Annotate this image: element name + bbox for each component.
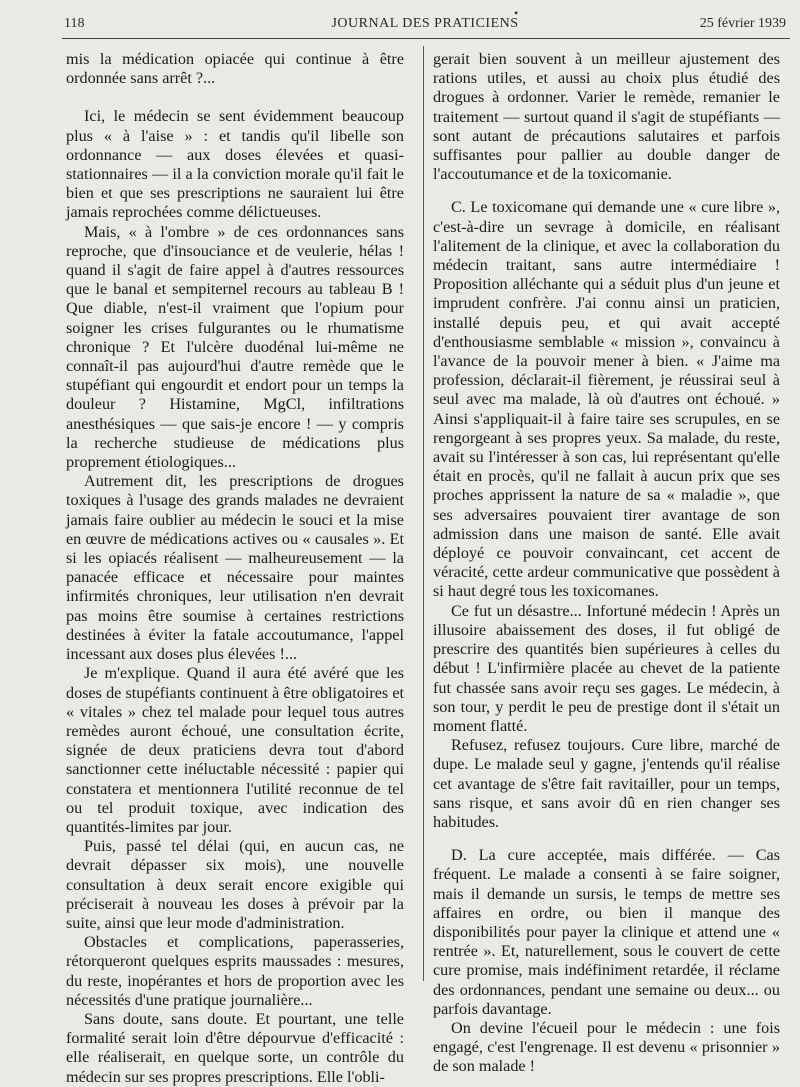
- paragraph: On devine l'écueil pour le médecin : une fois engagé, c'est l'engrenage. Il est devenu « prisonnier » de son malade !: [433, 1018, 780, 1076]
- paragraph: Ce fut un désastre... Infortuné médecin ! Après un illusoire abaissement des doses, il fut obligé de prescrire des quantités bien supérieures à celles du début ! L'infirmière placée au chevet de la patiente fut chassée sans avoir reçu ses gages. Le médecin, à son tour, y perdit le peu de prestige dont il s'était un moment flatté.: [433, 601, 780, 735]
- section-c-paragraph: C. Le toxicomane qui demande une « cure libre », c'est-à-dire un sevrage à domicile, en réalisant l'alitement de la clinique, et avec la collaboration du médecin traitant, sans autre intermédiaire ! Proposition alléchante qui a séduit plus d'un jeune et imprudent confrère. J'ai connu ainsi un praticien, installé depuis peu, et qui avait accepté d'enthousiasme semblable « mission », convaincu à l'avance de la pouvoir mener à bien. « J'aime ma profession, déclarait-il fièrement, je réussirai seul à seul avec ma malade, là où d'autres ont échoué. » Ainsi s'appliquait-il à faire taire ses scrupules, en se rengorgeant à ses propres yeux. Sa malade, du reste, avait su l'intéresser à son cas, lui représentant qu'elle était en procès, qu'il ne fallait à aucun prix que ses proches apprissent la nature de sa « maladie », que ses adversaires pouvaient tirer avantage de son admission dans une maison de santé. Elle avait déployé ce pouvoir convaincant, cet accent de véracité, cette ardeur communicative que possèdent à si haut degré tous les toxicomanes.: [433, 198, 780, 601]
- issue-date: 25 février 1939: [699, 16, 786, 31]
- paragraph: Refusez, refusez toujours. Cure libre, marché de dupe. Le malade seul y gagne, j'entends qu'il réalise cet avantage de s'être fait ravitailler, pour un temps, sans risque, et sans avoir dû en rien changer ses habitudes.: [433, 736, 780, 831]
- paragraph: Puis, passé tel délai (qui, en aucun cas, ne devrait dépasser six mois), une nouvelle consultation à deux serait encore exigible qui préciserait à nouveau les doses à prévoir par la suite, ainsi que leur mode d'administration.: [66, 837, 404, 932]
- left-column: [66, 50, 404, 1087]
- paragraph: Autrement dit, les prescriptions de drogues toxiques à l'usage des grands malades ne devraient jamais faire oublier au médecin le souci et la mise en œuvre de médications actives ou « causales ». Et si les opiacés réalisent — malheureusement — la panacée efficace et nécessaire pour maintes infirmités chroniques, leur utilisation n'en devrait pas moins être soumise à certaines restrictions destinées à éviter la fatale accoutumance, l'appel incessant aux doses plus élevées !...: [66, 472, 404, 664]
- paragraph: mis la médication opiacée qui continue à être ordonnée sans arrêt ?...: [66, 50, 404, 88]
- paragraph: Je m'explique. Quand il aura été avéré que les doses de stupéfiants continuent à être obligatoires et « vitales » chez tel malade pour lequel tous autres remèdes auront échoué, une consultation écrite, signée de deux praticiens devra tout d'abord sanctionner cette inéluctable nécessité : papier qui constatera et mentionnera l'utilité reconnue de tel ou tel produit toxique, avec indication des quantités-limites par jour.: [66, 664, 404, 836]
- journal-title: JOURNAL DES PRATICIENS: [331, 16, 519, 31]
- section-d-paragraph: D. La cure acceptée, mais différée. — Cas fréquent. Le malade a consenti à se faire soigner, mais il demande un sursis, le temps de mettre ses affaires en ordre, ou bien il manque des disponibilités pour payer la clinique et attend une « rentrée ». Et, naturellement, sous le couvert de cette cure promise, mais indéfiniment retardée, il réclame des ordonnances, pendant une semaine ou deux... ou parfois davantage.: [433, 846, 780, 1018]
- paragraph: gerait bien souvent à un meilleur ajustement des rations utiles, et aussi au choix plus étudié des drogues à ordonner. Varier le remède, remanier le traitement — surtout quand il s'agit de stupéfiants — sont autant de précautions salutaires et parfois suffisantes pour pallier au double danger de l'accoutumance et de la toxicomanie.: [433, 50, 780, 184]
- column-divider: [423, 46, 424, 981]
- paragraph: Sans doute, sans doute. Et pourtant, une telle formalité serait loin d'être dépourvue d'efficacité : elle réaliserait, en quelque sorte, un contrôle du médecin sur ses propres prescriptions. Elle l'obli-: [66, 1009, 404, 1086]
- paragraph: Mais, « à l'ombre » de ces ordonnances sans reproche, que d'insouciance et de veulerie, hélas ! quand il s'agit de faire appel à d'autres ressources que le banal et sempiternel recours au tableau B ! Que diable, n'est-il vraiment que l'opium pour soigner les crises fulgurantes ou le rhumatisme chronique ? Et l'ulcère duodénal lui-même ne connaît-il pas aujourd'hui d'autre remède que le stupéfiant qui engourdit et endort pour un temps la douleur ? Histamine, MgCl, infiltrations anesthésiques — que sais-je encore ! — y compris la recherche studieuse de médications plus proprement étiologiques...: [66, 222, 404, 472]
- paragraph: Obstacles et complications, paperasseries, rétorqueront quelques esprits maussades : mesures, du reste, inopérantes et hors de proportion avec les nécessités d'une pratique journalière...: [66, 933, 404, 1009]
- page-header: [64, 6, 786, 36]
- paragraph: Ici, le médecin se sent évidemment beaucoup plus « à l'aise » : et tandis qu'il libelle son ordonnance — aux doses élevées et quasi-stationnaires — il a la conviction morale qu'il fait le bien et que ses prescriptions ne sauraient lui être jamais reprochées comme délictueuses.: [66, 107, 404, 222]
- right-column: [433, 50, 780, 1077]
- header-dot: •: [514, 6, 519, 20]
- page-number: 118: [64, 16, 85, 31]
- header-rule: [62, 38, 790, 39]
